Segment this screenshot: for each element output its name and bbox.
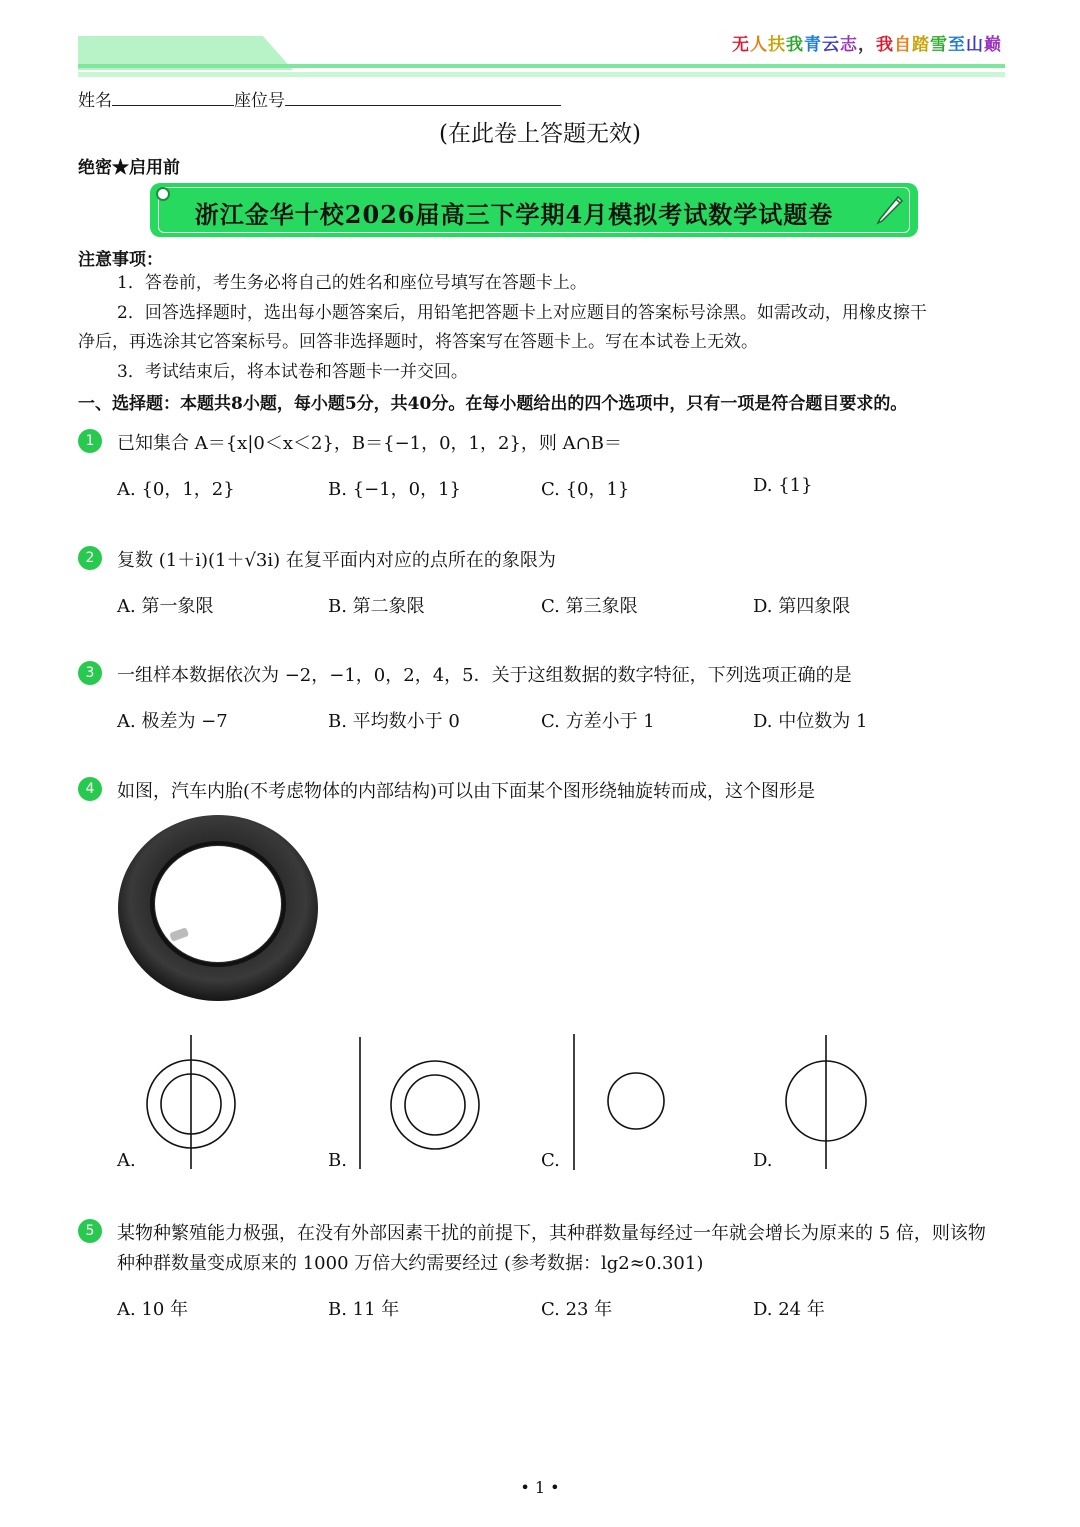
q4-figure-c: [565, 1032, 675, 1172]
motto-char: 雪: [930, 35, 948, 55]
question-number-badge: 3: [78, 661, 102, 685]
motto-char: 扶: [768, 35, 786, 55]
question-4-text: 如图，汽车内胎(不考虑物体的内部结构)可以由下面某个图形绕轴旋转而成，这个图形是: [117, 781, 816, 802]
question-2-text: 复数 (1＋i)(1＋√3i) 在复平面内对应的点所在的象限为: [117, 550, 556, 571]
q4-option-b: B.: [328, 1150, 347, 1171]
q3-option-c: C. 方差小于 1: [541, 711, 655, 732]
name-blank: [112, 89, 234, 106]
q2-option-b: B. 第二象限: [328, 596, 425, 617]
q2-option-d: D. 第四象限: [753, 596, 851, 617]
notice-item-2-cont: 净后，再选涂其它答案标号。回答非选择题时，将答案写在答题卡上。写在本试卷上无效。: [78, 332, 758, 352]
question-5-text-cont: 种种群数量变成原来的 1000 万倍大约需要经过 (参考数据：lg2≈0.301): [117, 1253, 704, 1274]
question-3-text: 一组样本数据依次为 −2，−1，0，2，4，5．关于这组数据的数字特征，下列选项正确的是: [117, 665, 852, 686]
q1-option-d: D. {1}: [753, 475, 813, 496]
exam-title: 浙江金华十校2026届高三下学期4月模拟考试数学试题卷: [194, 200, 834, 229]
motto-char: ，: [858, 35, 876, 55]
header-motto: [732, 30, 1002, 55]
q3-option-a: A. 极差为 −7: [117, 711, 228, 732]
q1-option-c: C. {0，1}: [541, 479, 630, 500]
q3-option-d: D. 中位数为 1: [753, 711, 868, 732]
secret-label: 绝密★启用前: [78, 158, 180, 178]
notice-heading: 注意事项：: [78, 250, 163, 270]
q2-option-a: A. 第一象限: [117, 596, 214, 617]
name-label: 姓名: [78, 91, 112, 111]
header-rule: [78, 64, 1005, 68]
seat-label: 座位号: [234, 91, 285, 111]
q4-option-a: A.: [117, 1150, 136, 1171]
q4-option-c: C.: [541, 1150, 560, 1171]
q5-option-b: B. 11 年: [328, 1299, 400, 1320]
q5-option-c: C. 23 年: [541, 1299, 613, 1320]
motto-char: 山: [966, 35, 984, 55]
motto-char: 青: [804, 35, 822, 55]
q2-option-c: C. 第三象限: [541, 596, 638, 617]
q4-option-d: D.: [753, 1150, 773, 1171]
q1-option-b: B. {−1，0，1}: [328, 479, 462, 500]
motto-char: 我: [786, 35, 804, 55]
motto-char: 我: [876, 35, 894, 55]
motto-char: 巅: [984, 35, 1002, 55]
pencil-icon: [872, 191, 908, 227]
q3-option-b: B. 平均数小于 0: [328, 711, 460, 732]
q4-figure-a: [140, 1035, 240, 1171]
q5-option-d: D. 24 年: [753, 1299, 825, 1320]
question-number-badge: 1: [78, 429, 102, 453]
notice-item-3: 3．考试结束后，将本试卷和答题卡一并交回。: [117, 362, 468, 382]
invalid-note: (在此卷上答题无效): [439, 121, 641, 147]
motto-char: 至: [948, 35, 966, 55]
notice-item-1: 1．答卷前，考生务必将自己的姓名和座位号填写在答题卡上。: [117, 273, 587, 293]
notice-item-2: 2．回答选择题时，选出每小题答案后，用铅笔把答题卡上对应题目的答案标号涂黑。如需改动，用橡皮擦干: [117, 303, 927, 323]
motto-char: 自: [894, 35, 912, 55]
question-number-badge: 5: [78, 1219, 102, 1243]
seat-blank: [285, 89, 561, 106]
q4-figure-b: [350, 1035, 490, 1171]
motto-char: 志: [840, 35, 858, 55]
section-heading: 一、选择题：本题共8小题，每小题5分，共40分。在每小题给出的四个选项中，只有一项是符合题目要求的。: [78, 394, 908, 414]
tire-inner-tube-image: [110, 812, 330, 1008]
motto-char: 人: [750, 35, 768, 55]
page-number: • 1 •: [520, 1478, 560, 1497]
motto-char: 无: [732, 35, 750, 55]
motto-char: 云: [822, 35, 840, 55]
student-info-line: [78, 86, 561, 111]
q4-figure-d: [780, 1035, 872, 1171]
q1-option-a: A. {0，1，2}: [117, 479, 235, 500]
header-rule-secondary: [78, 72, 1005, 77]
motto-char: 踏: [912, 35, 930, 55]
question-5-text: 某物种繁殖能力极强，在没有外部因素干扰的前提下，其种群数量每经过一年就会增长为原来的 5 倍，则该物: [117, 1223, 986, 1244]
title-banner: [150, 183, 918, 237]
question-number-badge: 2: [78, 546, 102, 570]
q5-option-a: A. 10 年: [117, 1299, 189, 1320]
question-number-badge: 4: [78, 777, 102, 801]
question-1-text: 已知集合 A＝{x|0＜x＜2}，B＝{−1，0，1，2}，则 A∩B＝: [117, 433, 622, 454]
